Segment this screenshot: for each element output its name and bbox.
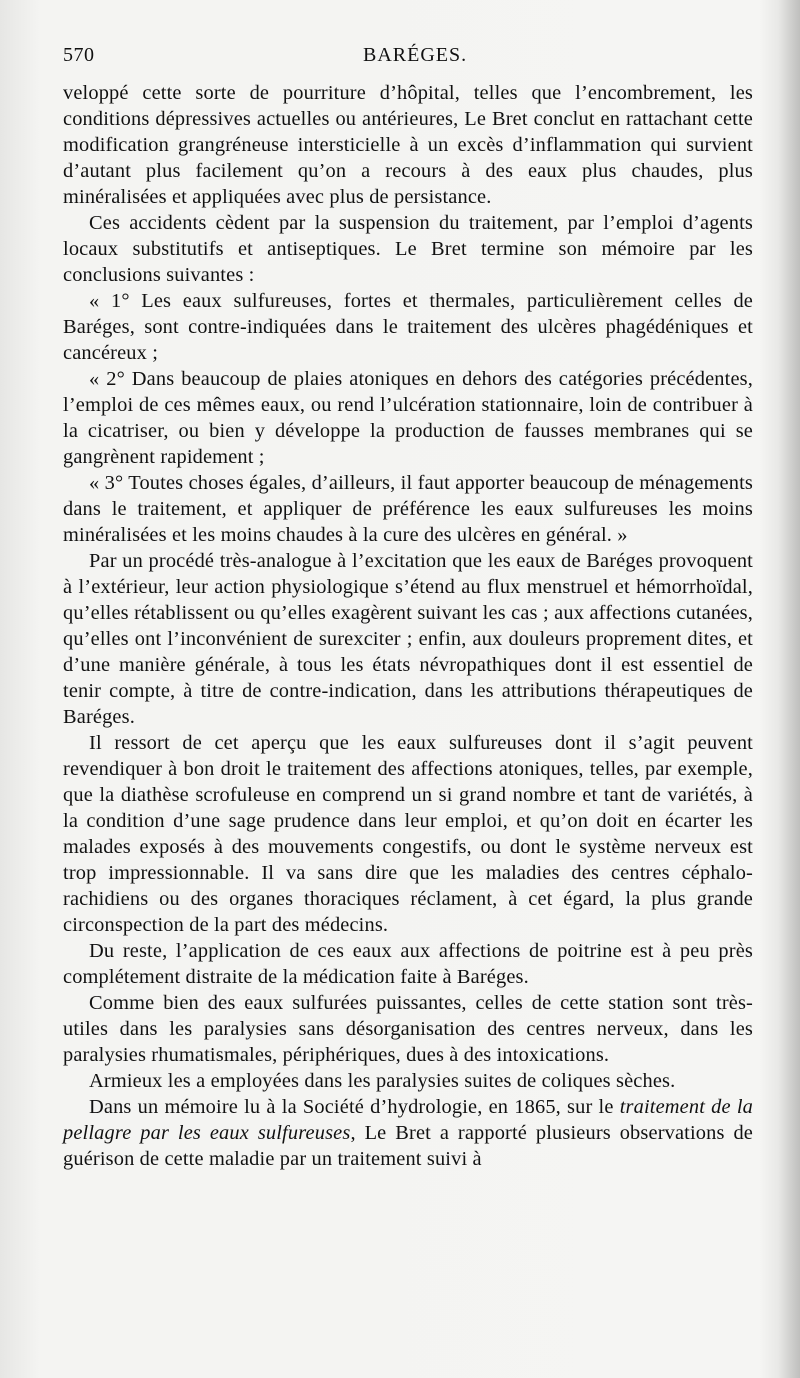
page-edge-shadow <box>778 0 800 1378</box>
running-title: BARÉGES. <box>363 44 468 66</box>
pellagre-text-before: Dans un mémoire lu à la Société d’hydrologie, en 1865, sur le <box>89 1096 620 1118</box>
paragraph-accidents: Ces accidents cèdent par la suspension du traitement, par l’emploi d’agents locaux substitutifs et antiseptiques. Le Bret termine son mémoire par les conclusions suivantes : <box>63 212 753 286</box>
paragraph-atonic-affections: Il ressort de cet aperçu que les eaux sulfureuses dont il s’agit peuvent revendiquer à bon droit le traitement des affections atoniques, telles, par exemple, que la diathèse scrofuleuse en comprend un si grand nombre et tant de variétés, à la condition d’une sage prudence dans leur emploi, et qu’on doit en écarter les malades exposés à des mouvements congestifs, ou dont le système nerveux est trop impressionnable. Il va sans dire que les maladies des centres céphalo-rachidiens ou des organes thoraciques réclament, à cet égard, la plus grande circonspection de la part des médecins. <box>63 732 753 936</box>
paragraph-physiological-action: Par un procédé très-analogue à l’excitation que les eaux de Baréges provoquent à l’extérieur, leur action physiologique s’étend au flux menstruel et hémorrhoïdal, qu’elles rétablissent ou qu’elles exagèrent suivant les cas ; aux affections cutanées, qu’elles ont l’inconvénient de surexciter ; enfin, aux douleurs proprement dites, et d’une manière générale, à tous les états névropathiques dont il est essentiel de tenir compte, à titre de contre-indication, dans les attributions thérapeutiques de Baréges. <box>63 550 753 728</box>
paragraph-armieux: Armieux les a employées dans les paralysies suites de coliques sèches. <box>89 1070 676 1092</box>
paragraph-pellagre <box>63 1094 753 1172</box>
conclusion-3: « 3° Toutes choses égales, d’ailleurs, il faut apporter beaucoup de ménagements dans le traitement, et appliquer de préférence les eaux sulfureuses les moins minéralisées et les moins chaudes à la cure des ulcères en général. » <box>63 472 753 546</box>
pellagre-text-after: , Le Bret a rapporté plusieurs observations de guérison de cette maladie par un traitement suivi à <box>63 1122 753 1170</box>
body-text <box>63 80 753 1172</box>
conclusion-1: « 1° Les eaux sulfureuses, fortes et thermales, particulièrement celles de Baréges, sont contre-indiquées dans le traitement des ulcères phagédéniques et cancéreux ; <box>63 290 753 364</box>
pellagre-title-italic: traitement de la pellagre par les eaux sulfureuses <box>63 1096 754 1144</box>
paragraph-paralysies: Comme bien des eaux sulfurées puissantes, celles de cette station sont très-utiles dans les paralysies sans désorganisation des centres nerveux, dans les paralysies rhumatismales, périphériques, dues à des intoxications. <box>63 992 753 1066</box>
running-header <box>63 44 753 72</box>
paragraph-chest-affections: Du reste, l’application de ces eaux aux affections de poitrine est à peu près complétement distraite de la médication faite à Baréges. <box>63 940 753 988</box>
page-number: 570 <box>63 44 95 66</box>
paragraph-continuation: veloppé cette sorte de pourriture d’hôpital, telles que l’encombrement, les conditions dépressives actuelles ou antérieures, Le Bret conclut en rattachant cette modification grangréneuse intersticielle à un excès d’inflammation qui survient d’autant plus facilement qu’on a recours à des eaux plus chaudes, plus minéralisées et appliquées avec plus de persistance. <box>63 82 753 208</box>
conclusion-2: « 2° Dans beaucoup de plaies atoniques en dehors des catégories précédentes, l’emploi de ces mêmes eaux, ou rend l’ulcération stationnaire, loin de contribuer à la cicatriser, ou bien y développe la production de fausses membranes qui se gangrènent rapidement ; <box>63 368 753 468</box>
